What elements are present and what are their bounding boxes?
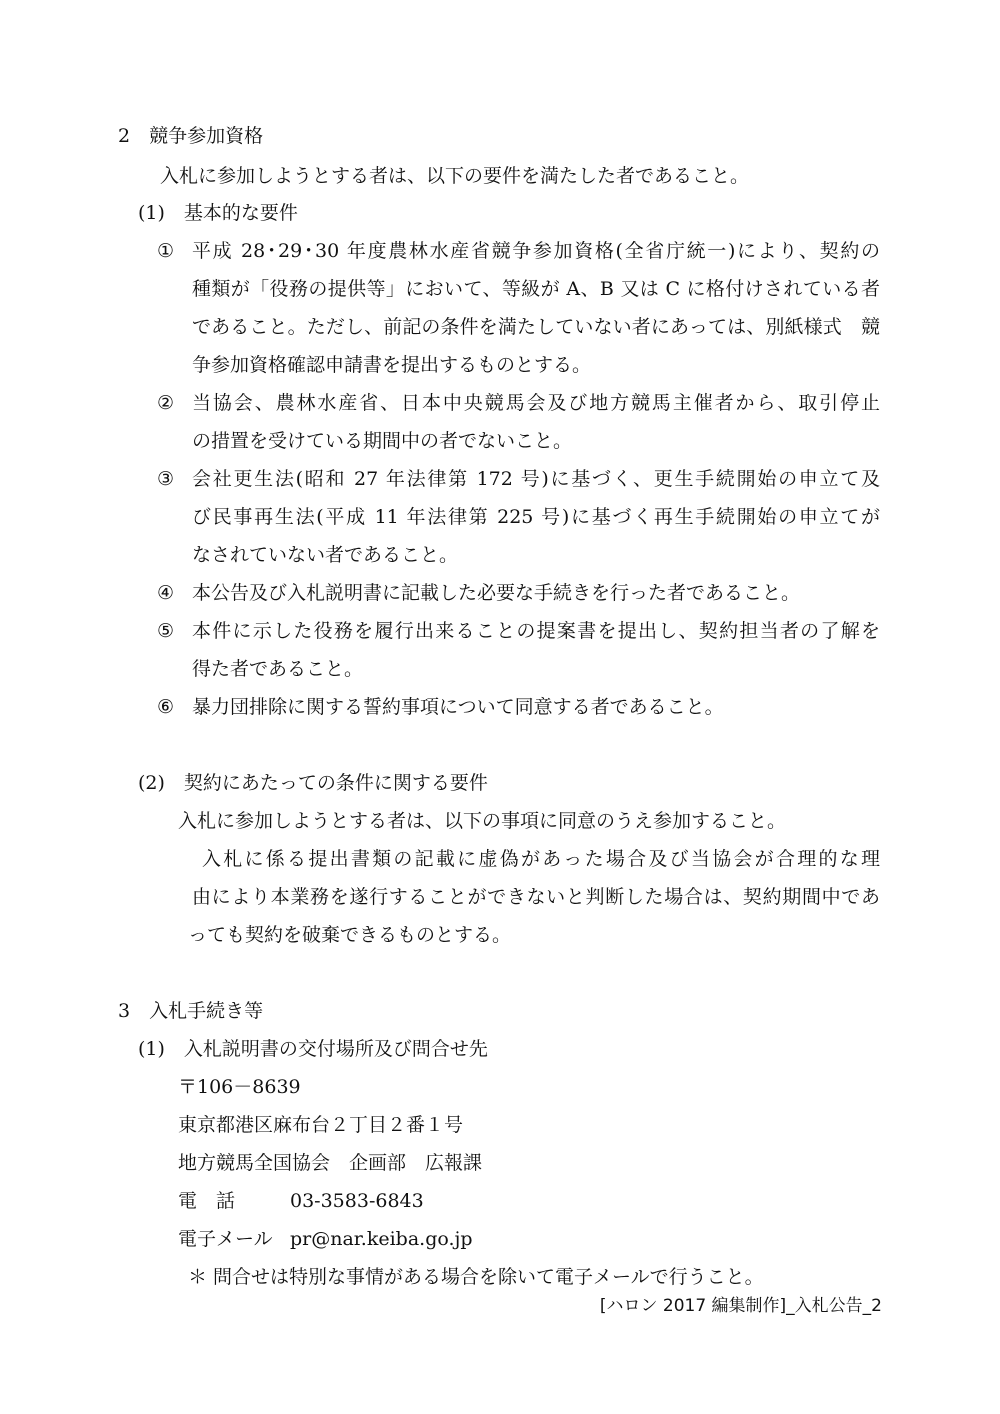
subsection-3-1-heading: (1) 入札説明書の交付場所及び問合せ先 [138,1038,488,1060]
address: 東京都港区麻布台２丁目２番１号 [178,1114,464,1136]
item-6-marker: ⑥ [157,696,175,718]
item-2-marker: ② [157,392,175,414]
postal-code: 〒106－8639 [178,1076,301,1098]
item-2-line-1: 当協会、農林水産省、日本中央競馬会及び地方競馬主催者から、取引停止 [192,392,880,414]
email-address[interactable]: pr@nar.keiba.go.jp [290,1228,473,1250]
document-footer: [ハロン 2017 編集制作]_入札公告_2 [599,1296,882,1316]
item-3-line-3: なされていない者であること。 [192,544,459,566]
organization: 地方競馬全国協会 企画部 広報課 [178,1152,483,1174]
telephone-number: 03-3583-6843 [290,1190,424,1212]
item-4-line-1: 本公告及び入札説明書に記載した必要な手続きを行った者であること。 [192,582,801,604]
item-1-line-3: であること。ただし、前記の条件を満たしていない者にあっては、別紙様式 競 [192,316,880,338]
item-3-line-1: 会社更生法(昭和 27 年法律第 172 号)に基づく、更生手続開始の申立て及 [192,468,880,490]
section-3-heading: 3 入札手続き等 [118,1000,264,1022]
item-5-marker: ⑤ [157,620,175,642]
item-5-line-1: 本件に示した役務を履行出来ることの提案書を提出し、契約担当者の了解を [192,620,880,642]
subsection-2-1-heading: (1) 基本的な要件 [138,202,298,224]
telephone-label: 電 話 [178,1190,236,1212]
item-4-marker: ④ [157,582,175,604]
email-label: 電子メール [178,1228,273,1250]
item-1-marker: ① [157,240,175,262]
item-6-line-1: 暴力団排除に関する誓約事項について同意する者であること。 [192,696,724,718]
subsection-2-2-para-line-1: 入札に係る提出書類の記載に虚偽があった場合及び当協会が合理的な理 [202,848,880,870]
item-3-marker: ③ [157,468,175,490]
item-2-line-2: の措置を受けている期間中の者でないこと。 [192,430,573,452]
item-1-line-4: 争参加資格確認申請書を提出するものとする。 [192,354,592,376]
subsection-2-2-intro: 入札に参加しようとする者は、以下の事項に同意のうえ参加すること。 [178,810,787,832]
section-2-heading: 2 競争参加資格 [118,125,264,147]
subsection-2-2-para-line-3: っても契約を破棄できるものとする。 [188,924,512,946]
item-1-line-1: 平成 28･29･30 年度農林水産省競争参加資格(全省庁統一)により、契約の [192,240,880,262]
subsection-2-2-heading: (2) 契約にあたっての条件に関する要件 [138,772,488,794]
section-2-intro: 入札に参加しようとする者は、以下の要件を満たした者であること。 [160,165,750,187]
subsection-2-2-para-line-2: 由により本業務を遂行することができないと判断した場合は、契約期間中であ [192,886,880,908]
item-5-line-2: 得た者であること。 [192,658,364,680]
item-1-line-2: 種類が「役務の提供等」において、等級が A、B 又は C に格付けされている者 [192,278,880,300]
item-3-line-2: び民事再生法(平成 11 年法律第 225 号)に基づく再生手続開始の申立てが [192,506,880,528]
inquiry-note: ＊ 問合せは特別な事情がある場合を除いて電子メールで行うこと。 [188,1266,764,1288]
